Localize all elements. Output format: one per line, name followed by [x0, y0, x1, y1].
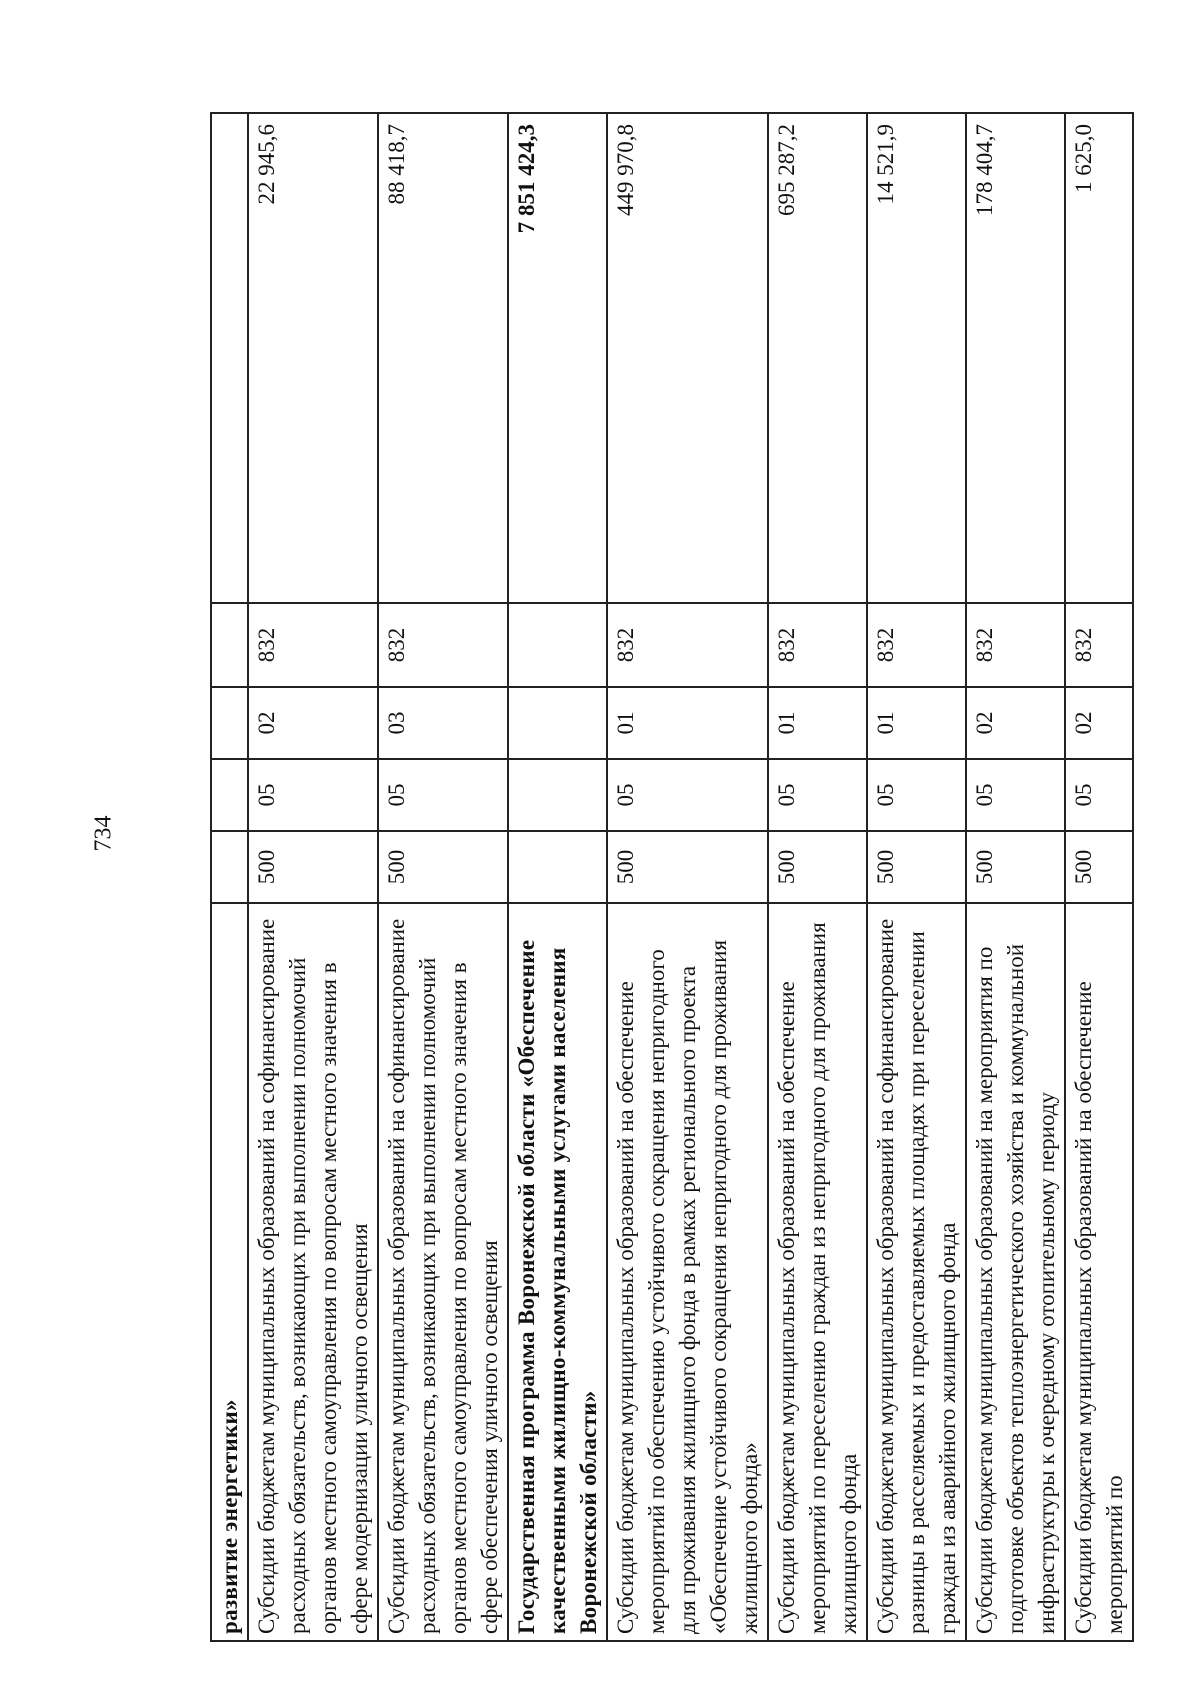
code-cell: 832: [607, 603, 768, 687]
code-cell: 03: [378, 687, 508, 759]
amount-cell: [211, 113, 248, 603]
code-cell: 500: [966, 831, 1065, 903]
row-description: Субсидии бюджетам муниципальных образований на мероприятия по подготовке объектов теплоэнергетического хозяйства и коммунальной инфраструктуры к очередному отопительному периоду: [966, 903, 1065, 1641]
budget-table-body: [211, 113, 1133, 1641]
code-cell: 500: [1065, 831, 1133, 903]
code-cell: 500: [248, 831, 378, 903]
code-cell: 832: [966, 603, 1065, 687]
code-cell: 02: [248, 687, 378, 759]
table-row: [211, 113, 248, 1641]
code-cell: 500: [768, 831, 867, 903]
code-cell: [508, 687, 607, 759]
row-description: Субсидии бюджетам муниципальных образований на софинансирование расходных обязательств, возникающих при выполнении полномочий органов местного самоуправления по вопросам местного значения в сфере модернизации уличного освещения: [248, 903, 378, 1641]
code-cell: 05: [867, 759, 966, 831]
table-row: [508, 113, 607, 1641]
code-cell: 05: [1065, 759, 1133, 831]
code-cell: [211, 831, 248, 903]
code-cell: 05: [966, 759, 1065, 831]
table-row: [768, 113, 867, 1641]
amount-cell: 22 945,6: [248, 113, 378, 603]
amount-cell: 14 521,9: [867, 113, 966, 603]
code-cell: 02: [966, 687, 1065, 759]
code-cell: 05: [768, 759, 867, 831]
row-description: Субсидии бюджетам муниципальных образований на обеспечение мероприятий по обеспечению устойчивого сокращения непригодного для проживания жилищного фонда в рамках регионального проекта «Обеспечение устойчивого сокращения непригодного для проживания жилищного фонда»: [607, 903, 768, 1641]
row-description: развитие энергетики»: [211, 903, 248, 1641]
code-cell: [211, 687, 248, 759]
table-row: [378, 113, 508, 1641]
table-row: [867, 113, 966, 1641]
code-cell: 05: [607, 759, 768, 831]
budget-table: [210, 112, 1134, 1642]
code-cell: 05: [248, 759, 378, 831]
code-cell: 01: [867, 687, 966, 759]
table-row: [1065, 113, 1133, 1641]
amount-cell: 7 851 424,3: [508, 113, 607, 603]
code-cell: 832: [248, 603, 378, 687]
code-cell: 832: [1065, 603, 1133, 687]
code-cell: [211, 603, 248, 687]
row-description: Субсидии бюджетам муниципальных образований на обеспечение мероприятий по: [1065, 903, 1133, 1641]
code-cell: 02: [1065, 687, 1133, 759]
row-description: Государственная программа Воронежской области «Обеспечение качественными жилищно-коммунальными услугами населения Воронежской области»: [508, 903, 607, 1641]
code-cell: 05: [378, 759, 508, 831]
amount-cell: 695 287,2: [768, 113, 867, 603]
code-cell: 01: [768, 687, 867, 759]
table-row: [248, 113, 378, 1641]
amount-cell: 88 418,7: [378, 113, 508, 603]
code-cell: 500: [607, 831, 768, 903]
code-cell: 832: [378, 603, 508, 687]
amount-cell: 449 970,8: [607, 113, 768, 603]
code-cell: [508, 603, 607, 687]
table-row: [607, 113, 768, 1641]
row-description: Субсидии бюджетам муниципальных образований на софинансирование разницы в расселяемых и предоставляемых площадях при переселении граждан из аварийного жилищного фонда: [867, 903, 966, 1641]
code-cell: 500: [378, 831, 508, 903]
code-cell: 832: [867, 603, 966, 687]
code-cell: [508, 831, 607, 903]
page-number: 734: [90, 815, 117, 852]
code-cell: [508, 759, 607, 831]
amount-cell: 178 404,7: [966, 113, 1065, 603]
code-cell: 832: [768, 603, 867, 687]
code-cell: 500: [867, 831, 966, 903]
rotated-table-wrapper: [210, 112, 1127, 1642]
table-row: [966, 113, 1065, 1641]
code-cell: [211, 759, 248, 831]
row-description: Субсидии бюджетам муниципальных образований на софинансирование расходных обязательств, возникающих при выполнении полномочий органов местного самоуправления по вопросам местного значения в сфере обеспечения уличного освещения: [378, 903, 508, 1641]
row-description: Субсидии бюджетам муниципальных образований на обеспечение мероприятий по переселению граждан из непригодного для проживания жилищного фонда: [768, 903, 867, 1641]
amount-cell: 1 625,0: [1065, 113, 1133, 603]
code-cell: 01: [607, 687, 768, 759]
